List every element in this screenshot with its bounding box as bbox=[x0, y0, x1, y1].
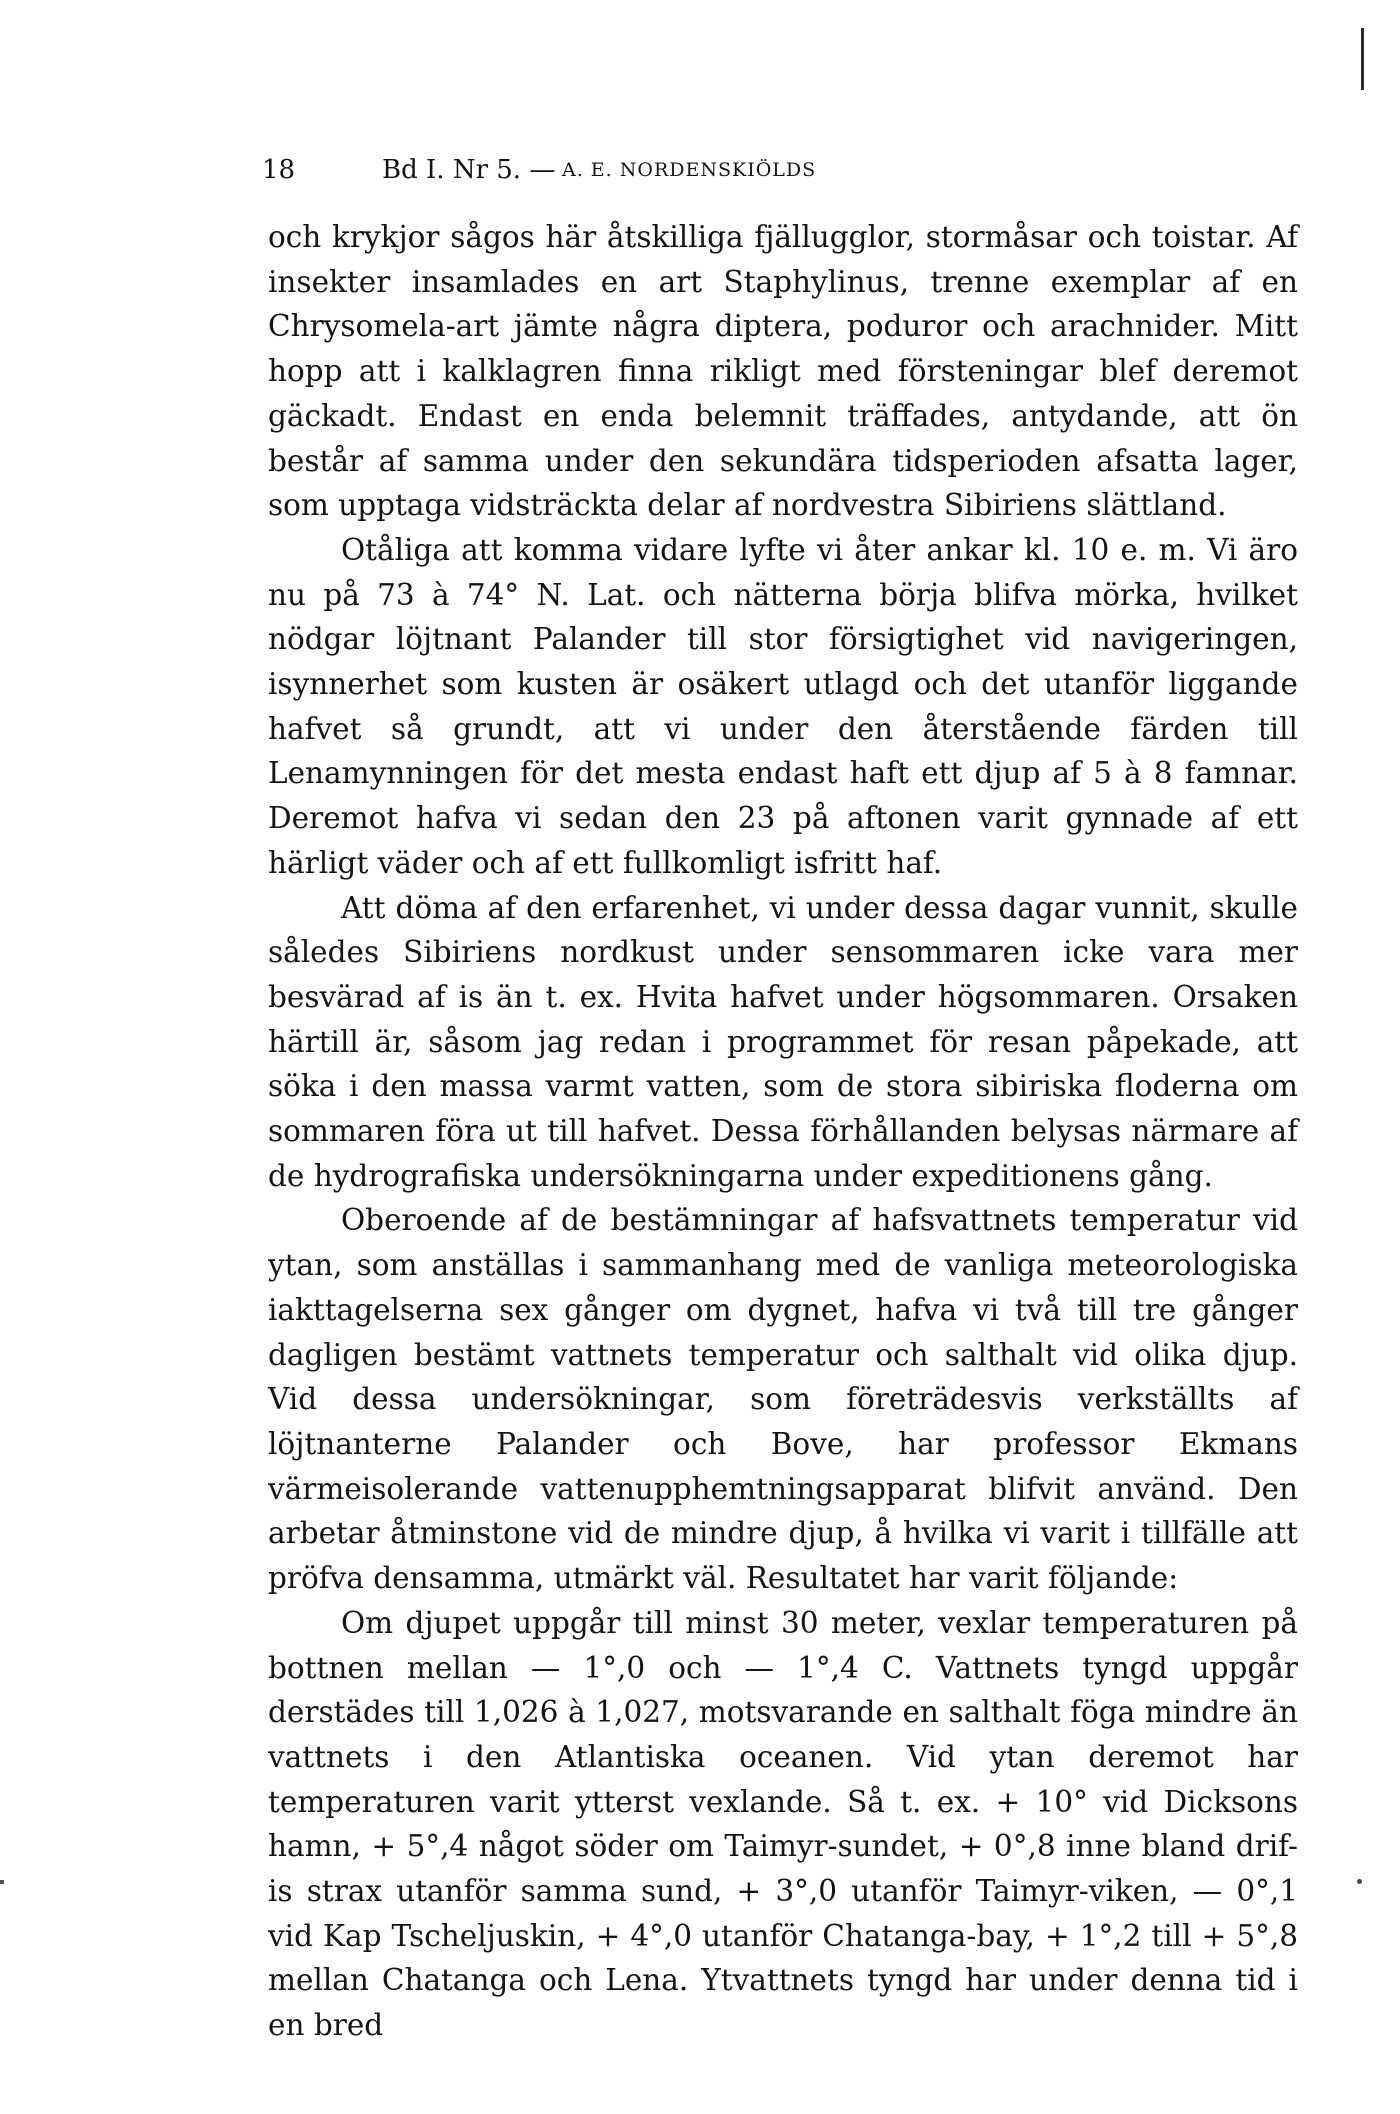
paragraph-4: Oberoende af de bestämningar af hafsvattnets temperatur vid ytan, som anställas i sammanhang med de vanliga meteorologiska iakttagelserna sex gånger om dygnet, hafva vi två till tre gånger dagligen bestämt vattnets temperatur och salthalt vid olika djup. Vid dessa undersökningar, som företrädesvis verkställts af löjtnanterne Palander och Bove, har professor Ekmans värmeisolerande vattenupphemtningsapparat blifvit använd. Den arbetar åtminstone vid de mindre djup, å hvilka vi varit i tillfälle att pröfva densamma, utmärkt väl. Resultatet har varit följande: bbox=[268, 1203, 1298, 1596]
paragraph-3: Att döma af den erfarenhet, vi under dessa dagar vunnit, skulle således Sibiriens nordkust under sensommaren icke vara mer besvärad af is än t. ex. Hvita hafvet under högsommaren. Orsaken härtill är, såsom jag redan i programmet för resan påpekade, att söka i den massa varmt vatten, som de stora sibiriska floderna om sommaren föra ut till hafvet. Dessa förhållanden belysas närmare af de hydrografiska undersökningarna under expeditionens gång. bbox=[268, 890, 1298, 1193]
paragraph-5: Om djupet uppgår till minst 30 meter, vexlar temperaturen på bottnen mellan — 1°,0 och — 1°,4 C. Vattnets tyngd uppgår derstädes till 1,026 à 1,027, motsvarande en salthalt föga mindre än vattnets i den Atlantiska oceanen. Vid ytan deremot har temperaturen varit ytterst vexlande. Så t. ex. + 10° vid Dicksons hamn, + 5°,4 något söder om Taimyr-sundet, + 0°,8 inne bland drif-is strax utanför samma sund, + 3°,0 utanför Taimyr-viken, — 0°,1 vid Kap Tscheljuskin, + 4°,0 utanför Chatanga-bay, + 1°,2 till + 5°,8 mellan Chatanga och Lena. Ytvattnets tyngd har under denna tid i en bred bbox=[268, 1605, 1298, 2043]
running-header bbox=[262, 150, 1302, 190]
paragraph-1: och krykjor sågos här åtskilliga fjällugglor, stormåsar och toistar. Af insekter insamlades en art Staphylinus, trenne exemplar af en Chrysomela-art jämte några diptera, poduror och arachnider. Mitt hopp att i kalklagren finna rikligt med försteningar blef deremot gäckadt. Endast en enda belemnit träffades, antydande, att ön består af samma under den sekundära tidsperioden afsatta lager, som upptaga vidsträckta delar af nordvestra Sibiriens slättland. bbox=[268, 220, 1298, 523]
scan-edge-mark bbox=[1361, 28, 1364, 90]
volume-reference: Bd I. Nr 5. — bbox=[382, 155, 556, 185]
body-text bbox=[268, 215, 1298, 2048]
scan-speck bbox=[1357, 1879, 1362, 1884]
scan-speck bbox=[0, 1880, 4, 1884]
page-number: 18 bbox=[262, 155, 296, 185]
paragraph-2: Otåliga att komma vidare lyfte vi åter ankar kl. 10 e. m. Vi äro nu på 73 à 74° N. Lat. och nätterna börja blifva mörka, hvilket nödgar löjtnant Palander till stor försigtighet vid navigeringen, isynnerhet som kusten är osäkert utlagd och det utanför liggande hafvet så grundt, att vi under den återstående färden till Lenamynningen för det mesta endast haft ett djup af 5 à 8 famnar. Deremot hafva vi sedan den 23 på aftonen varit gynnade af ett härligt väder och af ett fullkomligt isfritt haf. bbox=[268, 532, 1298, 880]
author-reference: A. E. NORDENSKIÖLDS bbox=[562, 159, 817, 181]
